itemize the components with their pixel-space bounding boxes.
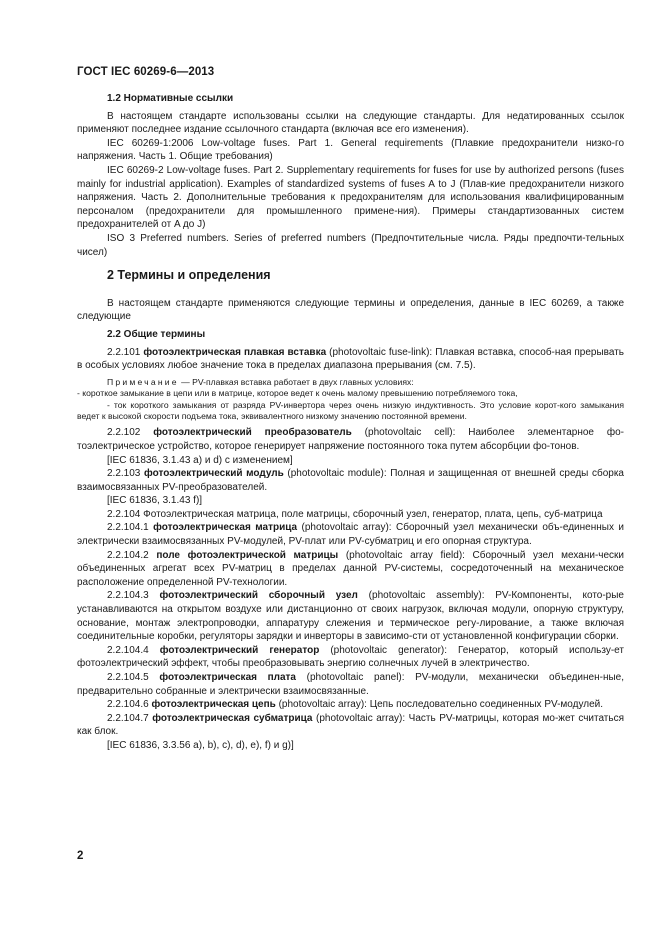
reference-iec-60269-1: IEC 60269-1:2006 Low-voltage fuses. Part 1. General requirements (Плавкие предохранители низко-го напряжения. Часть 1. Общие требования) (77, 137, 624, 163)
paragraph: В настоящем стандарте применяются следующие термины и определения, данные в IEC 60269, а также следующие (77, 297, 624, 323)
term-2-2-104-7: 2.2.104.7 фотоэлектрическая субматрица (photovoltaic array): Часть PV-матрицы, которая мо-жет считаться как блок. (77, 712, 625, 738)
note-label: Примечание (107, 376, 179, 387)
term-2-2-104-1: 2.2.104.1 фотоэлектрическая матрица (photovoltaic array): Сборочный узел механически объ-единенных и электрически взаимосвязанных PV-модулей, PV-плат или PV-субматриц и его опорная структура. (77, 522, 624, 548)
reference-iso-3: ISO 3 Preferred numbers. Series of preferred numbers (Предпочтительные числа. Ряды предпочти-тельных чисел) (77, 232, 624, 258)
document-header: ГОСТ IEC 60269-6—2013 (77, 66, 215, 78)
section-2-title: 2 Термины и определения (107, 268, 271, 283)
section-1-2-title: 1.2 Нормативные ссылки (107, 93, 234, 104)
section-2-2-title: 2.2 Общие термины (107, 328, 206, 340)
term-2-2-104: 2.2.104 Фотоэлектрическая матрица, поле матрицы, сборочный узел, генератор, плата, цепь, суб-матрица (107, 508, 603, 520)
term-reference: [IEC 61836, 3.1.43 f)] (107, 495, 203, 507)
term-2-2-103: 2.2.103 фотоэлектрический модуль (photovoltaic module): Полная и защищенная от внешней среды сборка взаимосвязанных PV-преобразователей. (77, 468, 624, 493)
term-2-2-104-5: 2.2.104.5 фотоэлектрическая плата (photovoltaic panel): PV-модули, механически объединен-ные, предварительно собранные и электрически взаимосвязанные. (77, 672, 624, 697)
note-block: Примечание — PV-плавкая вставка работает в двух главных условиях: - короткое замыкание в цепи или в матрице, которое ведет к очень малому превышению потребляемого тока, - ток короткого замыкания от разряда PV-инвертора через очень низкую индуктивность. Это условие корот-кого замыкания ведет к высокой скорости подъема тока, эквивалентного низкому значению постоянной времени. (77, 376, 624, 421)
page-number: 2 (77, 850, 84, 862)
term-2-2-101: 2.2.101 фотоэлектрическая плавкая вставка (photovoltaic fuse-link): Плавкая вставка, способ-ная прерывать в особых условиях любое значение тока в пределах диапазона прерывания (см. 7.5). (77, 346, 624, 372)
term-2-2-102: 2.2.102 фотоэлектрический преобразователь (photovoltaic cell): Наиболее элементарное фо-тоэлектрическое устройство, которое генерирует напряжение постоянного тока путем абсорбции фо-тонов. (77, 427, 624, 452)
paragraph: В настоящем стандарте использованы ссылки на следующие стандарты. Для недатированных ссылок применяют последнее издание ссылочного стандарта (включая все его изменения). (77, 110, 624, 136)
term-reference: [IEC 61836, 3.1.43 a) и d) с изменением] (107, 454, 293, 466)
note-item: - ток короткого замыкания от разряда PV-инвертора через очень низкую индуктивность. Это условие корот-кого замыкания ведет к высокой скорости подъема тока, эквивалентного низкому значению постоянной времени. (77, 399, 624, 421)
term-2-2-104-2: 2.2.104.2 поле фотоэлектрической матрицы (photovoltaic array field): Сборочный узел механи-чески объединенных агрегат всех PV-матриц в пределах данной PV-системы, сосредоточенный на механическое расположение определенной PV-технологии. (77, 549, 625, 588)
reference-iec-60269-2: IEC 60269-2 Low-voltage fuses. Part 2. Supplementary requirements for fuses for use by authorized persons (fuses mainly for industrial application). Examples of standardized systems of fuses A to J (Плав-кие предохранители низкого напряжения. Часть 2. Дополнительные требования к предохранителям для использования квалифицированным персоналом (предохранители для промышленного примене-ния). Примеры стандартизованных систем предохранителей от A до J) (77, 164, 624, 231)
term-2-2-104-4: 2.2.104.4 фотоэлектрический генератор (photovoltaic generator): Генератор, который использу-ет фотоэлектрический эффект, чтобы преобразовывать энергию солнечных лучей в электричество. (77, 644, 624, 670)
term-reference: [IEC 61836, 3.3.56 a), b), c), d), e), f) и g)] (107, 739, 294, 751)
term-2-2-104-3: 2.2.104.3 фотоэлектрический сборочный узел (photovoltaic assembly): PV-Компоненты, кото-рые устанавливаются на открытом воздухе или дистанционно от своих нагрузок, включая модули, опорную структуру, основание, монтаж электропроводки, аппаратуру слежения и термическое регу-лирование, а также включая соединительные коробки, регуляторы зарядки и инверторы в зависимо-сти от установленной конфигурации сборки. (77, 590, 624, 643)
page-content (77, 92, 624, 753)
term-2-2-104-6: 2.2.104.6 фотоэлектрическая цепь (photovoltaic array): Цепь последовательно соединенных PV-модулей. (107, 699, 604, 711)
note-item: - короткое замыкание в цепи или в матрице, которое ведет к очень малому превышению потребляемого тока, (77, 388, 518, 399)
